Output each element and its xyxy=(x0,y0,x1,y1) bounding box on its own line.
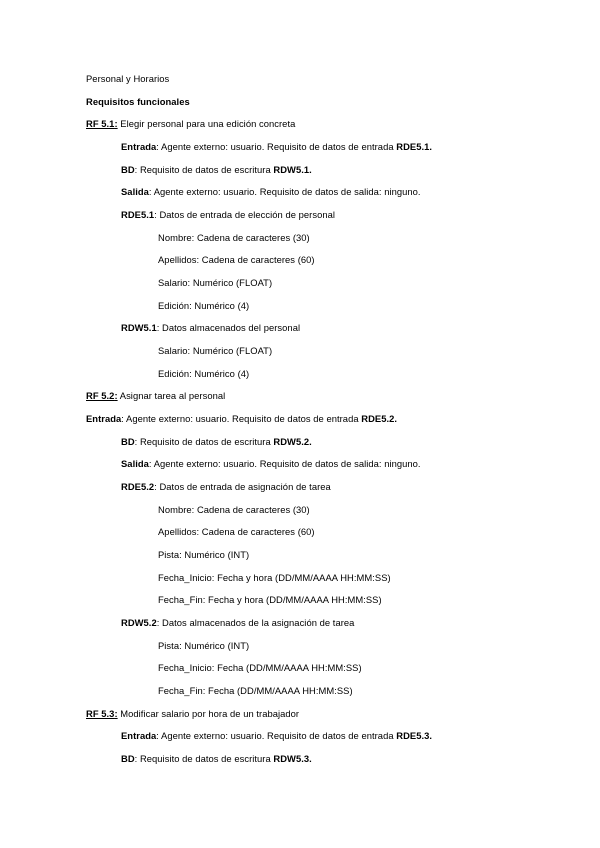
field-item: Fecha_Inicio: Fecha y hora (DD/MM/AAAA HH:MM:SS) xyxy=(158,572,391,583)
requirement-id: RF 5.3 xyxy=(86,708,115,719)
field-item: Pista: Numérico (INT) xyxy=(158,549,250,560)
rde-text: : Datos de entrada de asignación de tarea xyxy=(154,481,331,492)
bd-line xyxy=(121,164,312,176)
bd-label: BD xyxy=(121,753,135,764)
requirement-id: RF 5.1 xyxy=(86,118,115,129)
entrada-line xyxy=(121,730,432,742)
requirement-heading-rf53: RF 5.3: Modificar salario por hora de un trabajador xyxy=(86,708,300,719)
entrada-text: : Agente externo: usuario. Requisito de datos de entrada xyxy=(121,413,362,424)
entrada-ref: RDE5.2. xyxy=(361,413,398,424)
subsection-title: Requisitos funcionales xyxy=(86,96,190,107)
field-item: Apellidos: Cadena de caracteres (60) xyxy=(158,254,315,265)
entrada-line xyxy=(121,141,432,153)
rdw-text: : Datos almacenados del personal xyxy=(156,322,301,333)
requirement-heading-rf51: RF 5.1: Elegir personal para una edición concreta xyxy=(86,118,296,129)
field-item: Fecha_Fin: Fecha (DD/MM/AAAA HH:MM:SS) xyxy=(158,685,353,696)
salida-line xyxy=(121,458,421,470)
entrada-line xyxy=(86,413,397,425)
section-title: Personal y Horarios xyxy=(86,73,170,84)
entrada-label: Entrada xyxy=(121,141,157,152)
salida-text: : Agente externo: usuario. Requisito de datos de salida: ninguno. xyxy=(148,186,421,197)
requirement-title: Asignar tarea al personal xyxy=(119,390,226,401)
rde-label: RDE5.2 xyxy=(121,481,155,492)
bd-text: : Requisito de datos de escritura xyxy=(134,753,274,764)
requirement-title: Elegir personal para una edición concreta xyxy=(120,118,296,129)
entrada-text: : Agente externo: usuario. Requisito de datos de entrada xyxy=(156,730,397,741)
bd-ref: RDW5.2. xyxy=(273,436,312,447)
bd-ref: RDW5.1. xyxy=(273,164,312,175)
rde-line xyxy=(121,209,335,221)
bd-label: BD xyxy=(121,164,135,175)
field-item: Salario: Numérico (FLOAT) xyxy=(158,277,273,288)
rde-line xyxy=(121,481,331,493)
field-item: Salario: Numérico (FLOAT) xyxy=(158,345,273,356)
bd-text: : Requisito de datos de escritura xyxy=(134,164,274,175)
field-item: Edición: Numérico (4) xyxy=(158,368,250,379)
bd-line xyxy=(121,436,312,448)
requirement-heading-rf52: RF 5.2: Asignar tarea al personal xyxy=(86,390,226,401)
rdw-text: : Datos almacenados de la asignación de tarea xyxy=(156,617,355,628)
rdw-label: RDW5.2 xyxy=(121,617,157,628)
salida-label: Salida xyxy=(121,186,149,197)
field-item: Nombre: Cadena de caracteres (30) xyxy=(158,504,310,515)
rde-text: : Datos de entrada de elección de personal xyxy=(154,209,336,220)
salida-label: Salida xyxy=(121,458,149,469)
field-item: Fecha_Inicio: Fecha (DD/MM/AAAA HH:MM:SS) xyxy=(158,662,362,673)
entrada-ref: RDE5.3. xyxy=(396,730,433,741)
salida-text: : Agente externo: usuario. Requisito de datos de salida: ninguno. xyxy=(148,458,421,469)
rdw-line xyxy=(121,322,300,334)
field-item: Nombre: Cadena de caracteres (30) xyxy=(158,232,310,243)
bd-label: BD xyxy=(121,436,135,447)
field-item: Edición: Numérico (4) xyxy=(158,300,250,311)
entrada-text: : Agente externo: usuario. Requisito de datos de entrada xyxy=(156,141,397,152)
bd-line xyxy=(121,753,312,765)
field-item: Fecha_Fin: Fecha y hora (DD/MM/AAAA HH:MM:SS) xyxy=(158,594,382,605)
rdw-line xyxy=(121,617,354,629)
field-item: Pista: Numérico (INT) xyxy=(158,640,250,651)
entrada-ref: RDE5.1. xyxy=(396,141,433,152)
rdw-label: RDW5.1 xyxy=(121,322,157,333)
field-item: Apellidos: Cadena de caracteres (60) xyxy=(158,526,315,537)
requirement-id: RF 5.2 xyxy=(86,390,115,401)
bd-ref: RDW5.3. xyxy=(273,753,312,764)
salida-line xyxy=(121,186,421,198)
rde-label: RDE5.1 xyxy=(121,209,155,220)
bd-text: : Requisito de datos de escritura xyxy=(134,436,274,447)
entrada-label: Entrada xyxy=(86,413,122,424)
requirement-title: Modificar salario por hora de un trabajador xyxy=(120,708,300,719)
entrada-label: Entrada xyxy=(121,730,157,741)
